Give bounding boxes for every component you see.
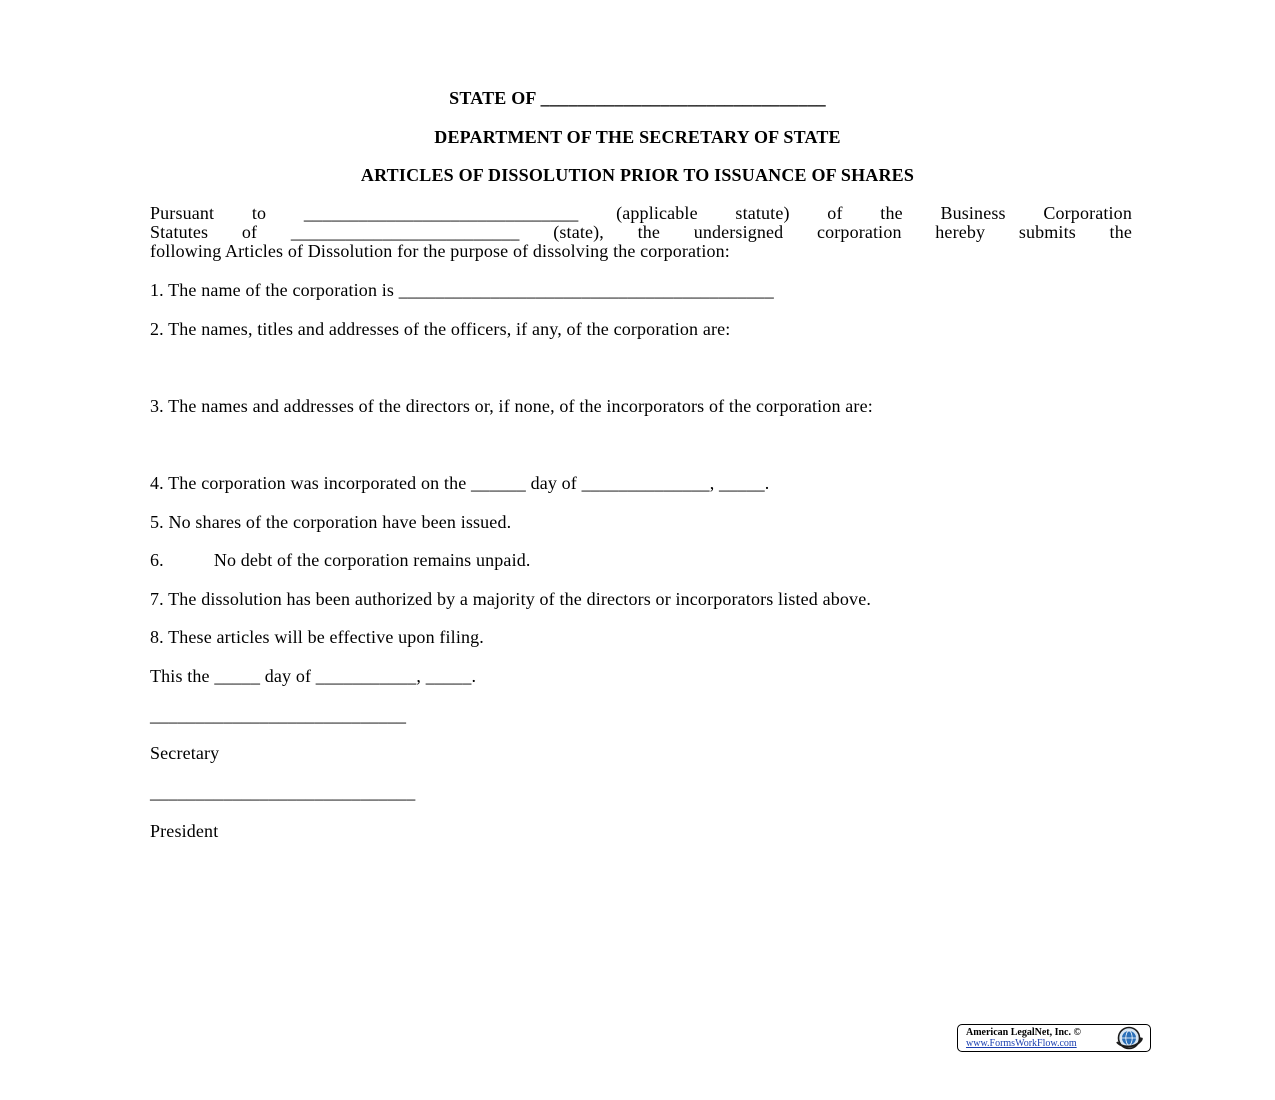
secretary-signature-line: ____________________________ (150, 705, 407, 725)
item-1-corporation-name: 1. The name of the corporation is _________________________________________ (150, 280, 774, 300)
preamble-line-2: Statutes of _________________________ (state), the undersigned corporation hereby submits the (150, 222, 1132, 242)
item-4-incorporation-date: 4. The corporation was incorporated on the ______ day of ______________, _____. (150, 473, 770, 493)
heading-state-of: STATE OF _______________________________ (449, 88, 826, 108)
secretary-label: Secretary (150, 743, 220, 763)
footer-badge (957, 1024, 1151, 1052)
president-label: President (150, 821, 219, 841)
heading-department: DEPARTMENT OF THE SECRETARY OF STATE (434, 127, 841, 147)
badge-company-name: American LegalNet, Inc. © (966, 1027, 1081, 1038)
item-5-no-shares: 5. No shares of the corporation have been issued. (150, 512, 512, 532)
preamble-paragraph (150, 204, 1132, 261)
item-7-authorization: 7. The dissolution has been authorized by a majority of the directors or incorporators listed above. (150, 589, 871, 609)
item-8-effective: 8. These articles will be effective upon filing. (150, 627, 484, 647)
globe-arrow-icon (1112, 1026, 1146, 1050)
preamble-line-3: following Articles of Dissolution for the purpose of dissolving the corporation: (150, 241, 730, 261)
item-6-text: No debt of the corporation remains unpaid. (213, 550, 531, 570)
item-6-no-debt (150, 551, 531, 570)
president-signature-line: _____________________________ (150, 782, 416, 802)
item-6-number: 6. (150, 550, 164, 570)
item-3-directors: 3. The names and addresses of the directors or, if none, of the incorporators of the corporation are: (150, 396, 873, 416)
preamble-line-1: Pursuant to ______________________________ (applicable statute) of the Business Corporation (150, 203, 1132, 223)
date-line: This the _____ day of ___________, _____. (150, 666, 477, 686)
item-2-officers: 2. The names, titles and addresses of the officers, if any, of the corporation are: (150, 319, 731, 339)
heading-articles-of-dissolution: ARTICLES OF DISSOLUTION PRIOR TO ISSUANCE OF SHARES (360, 165, 915, 185)
badge-url-link[interactable]: www.FormsWorkFlow.com (966, 1038, 1077, 1049)
